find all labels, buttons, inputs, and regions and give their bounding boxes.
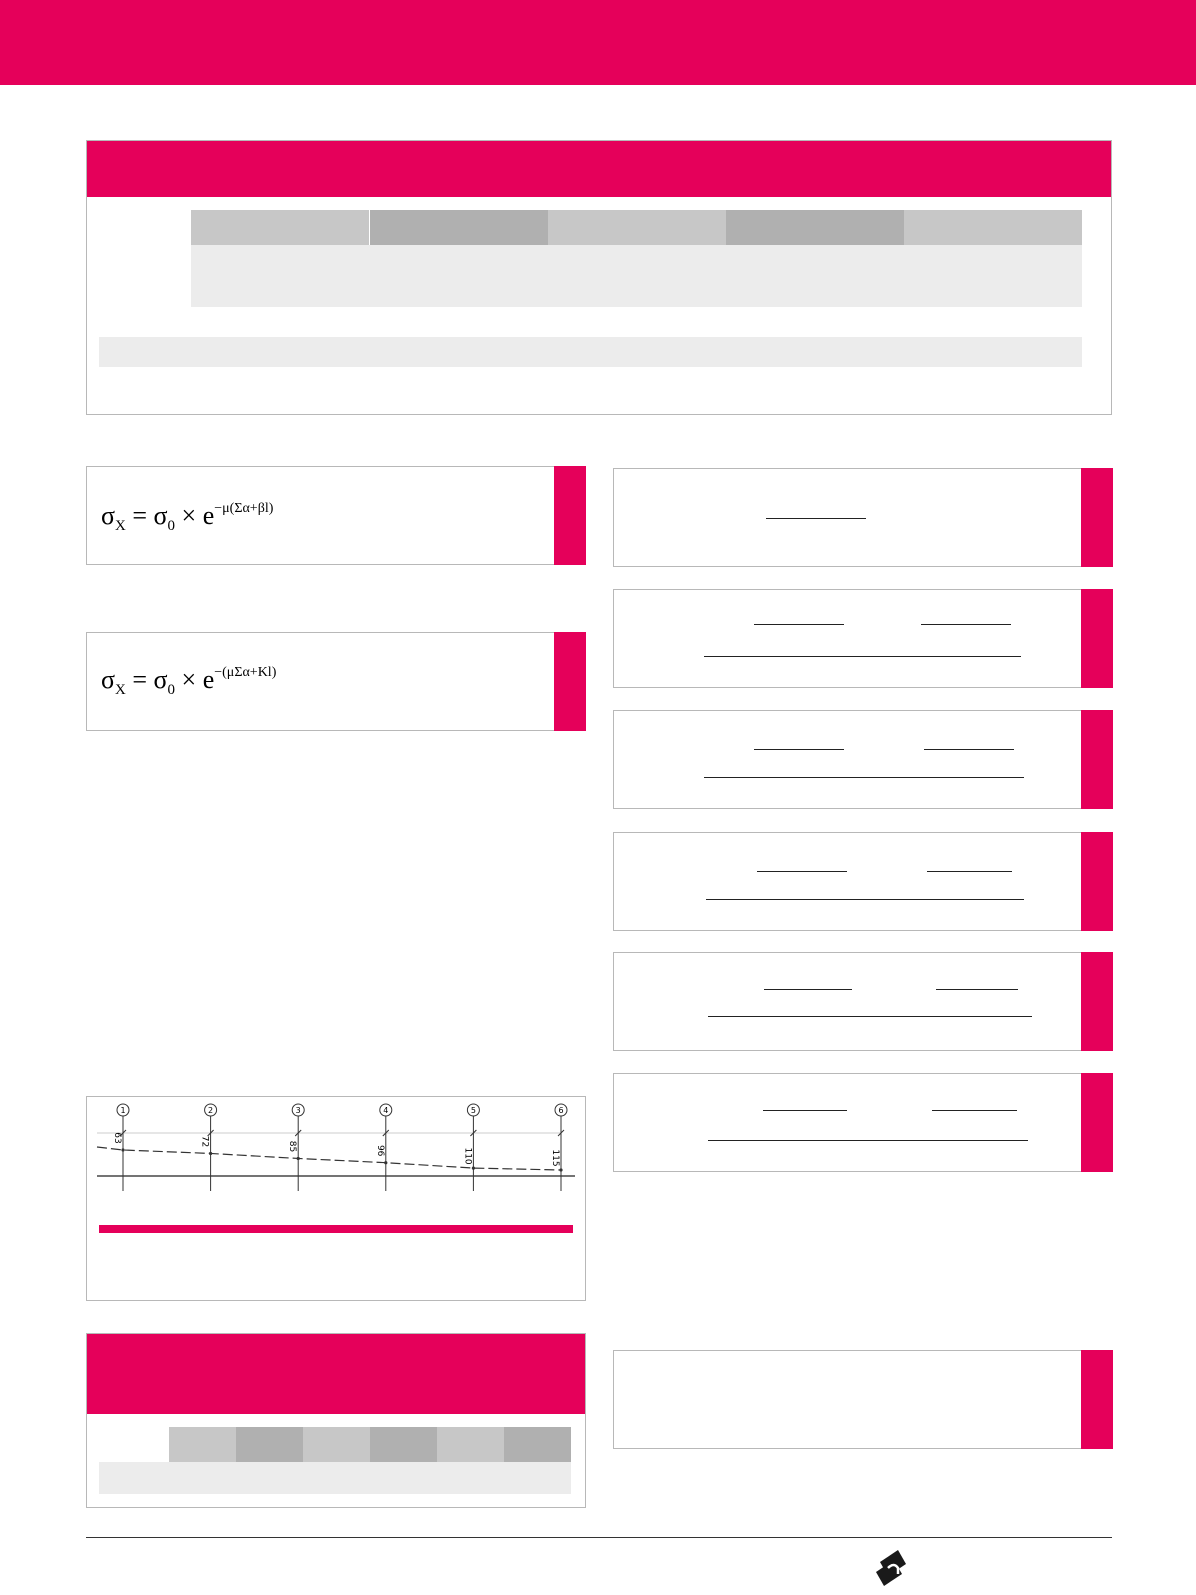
result-box xyxy=(613,1350,1113,1449)
node-1-label: 1 xyxy=(120,1106,126,1115)
node-4-label: 4 xyxy=(383,1106,389,1115)
table-header-cell xyxy=(548,210,726,245)
node-2-label: 2 xyxy=(208,1106,214,1115)
small-table-panel xyxy=(86,1333,586,1508)
diagram-caption-bar xyxy=(99,1225,573,1233)
node-5-label: 5 xyxy=(470,1106,476,1115)
small-table-data-row xyxy=(99,1462,571,1494)
calc-box-3 xyxy=(613,710,1113,809)
stress-value-label-4: 96 xyxy=(374,1144,385,1157)
fraction-line xyxy=(706,899,1024,900)
table-header-cell xyxy=(726,210,904,245)
calc-box-5 xyxy=(613,952,1113,1051)
stress-value-label-5: 110 xyxy=(462,1147,473,1165)
small-table-header-cell xyxy=(236,1427,303,1462)
small-table-header-cell xyxy=(437,1427,504,1462)
small-table-header-cell xyxy=(504,1427,571,1462)
fraction-line xyxy=(927,871,1012,872)
fraction-line xyxy=(763,1110,847,1111)
fraction-line xyxy=(754,749,844,750)
calc-box-6 xyxy=(613,1073,1113,1172)
small-table-title-bar xyxy=(87,1334,585,1414)
calc-marker-bar xyxy=(1081,710,1113,809)
table-header-cell xyxy=(191,210,369,245)
calc-marker-bar xyxy=(1081,832,1113,931)
stress-point-2 xyxy=(209,1152,212,1155)
stress-value-label-3: 85 xyxy=(287,1140,298,1153)
calc-marker-bar xyxy=(1081,952,1113,1051)
stress-point-4 xyxy=(384,1161,387,1164)
fraction-line xyxy=(708,1016,1032,1017)
table-header-cell xyxy=(370,210,548,245)
page-header-band xyxy=(0,0,1196,85)
calc-marker-bar xyxy=(1081,589,1113,688)
tendon-stress-diagram-panel xyxy=(86,1096,586,1301)
stress-value-label-1: 63 xyxy=(112,1132,122,1144)
stress-point-1 xyxy=(121,1148,124,1151)
stress-point-3 xyxy=(297,1157,300,1160)
calc-marker-bar xyxy=(1081,468,1113,567)
calc-marker-bar xyxy=(1081,1073,1113,1172)
small-table-header-cell xyxy=(169,1427,236,1462)
fraction-line xyxy=(764,989,852,990)
node-6-label: 6 xyxy=(558,1106,564,1115)
table-data-row xyxy=(191,245,1082,307)
fraction-line xyxy=(936,989,1018,990)
footer-rule xyxy=(86,1537,1112,1538)
fraction-line xyxy=(754,624,844,625)
stress-value-label-6: 115 xyxy=(550,1149,560,1167)
calc-box-2 xyxy=(613,589,1113,688)
fraction-line xyxy=(932,1110,1017,1111)
fraction-line xyxy=(757,871,847,872)
fraction-line xyxy=(708,1140,1028,1141)
table-header-cell xyxy=(904,210,1082,245)
small-table-header-cell xyxy=(370,1427,437,1462)
parameter-table-panel xyxy=(86,140,1112,415)
node-3-label: 3 xyxy=(295,1106,301,1115)
tendon-stress-diagram xyxy=(87,1103,585,1223)
formula-marker-bar xyxy=(554,466,586,565)
table-title-bar xyxy=(87,141,1111,197)
small-table-header-cell xyxy=(303,1427,370,1462)
formula-box-2 xyxy=(86,632,586,731)
fraction-line xyxy=(704,777,1024,778)
fraction-line xyxy=(924,749,1014,750)
calc-box-1 xyxy=(613,468,1113,567)
stress-value-label-2: 72 xyxy=(199,1135,210,1148)
calc-box-4 xyxy=(613,832,1113,931)
table-footnote-row xyxy=(99,337,1082,367)
result-marker-bar xyxy=(1081,1350,1113,1449)
fraction-line xyxy=(704,656,1021,657)
formula-marker-bar xyxy=(554,632,586,731)
publisher-logo-icon xyxy=(874,1548,910,1588)
formula-stress-friction: $\sigma_X = \sigma_0 \times e^{-\mu(\Sigma\alpha+\beta l)}$ xyxy=(101,501,274,534)
formula-stress-wobble: $\sigma_X = \sigma_0 \times e^{-(\mu\Sigma\alpha+Kl)}$ xyxy=(101,665,277,698)
formula-box-1 xyxy=(86,466,586,565)
fraction-line xyxy=(921,624,1011,625)
stress-point-6 xyxy=(559,1168,562,1171)
stress-point-5 xyxy=(472,1166,475,1169)
fraction-line xyxy=(766,518,866,519)
